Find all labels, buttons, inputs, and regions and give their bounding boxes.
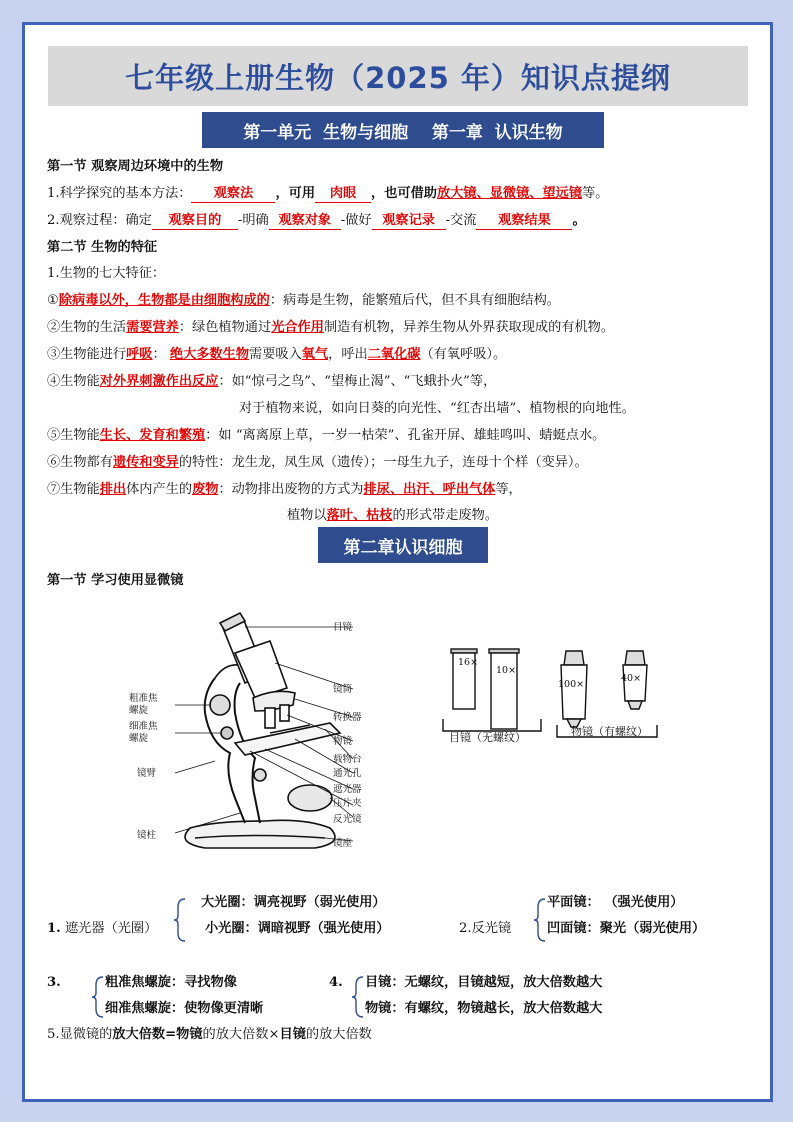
text: ，呼出 bbox=[328, 347, 368, 362]
red-highlight: 放大镜、显微镜、望远镜 bbox=[436, 186, 583, 201]
q4-eyepiece: 目镜：无螺纹，目镜越短，放大倍数越大 bbox=[365, 975, 603, 990]
section3-heading: 第一节 学习使用显微镜 bbox=[47, 573, 184, 588]
q4-objective: 物镜：有螺纹，物镜越长，放大倍数越大 bbox=[365, 1001, 603, 1016]
text: 放大倍数=物镜 bbox=[112, 1027, 203, 1042]
feature-4-cont: 对于植物来说，如向日葵的向光性、“红杏出墙”、植物根的向地性。 bbox=[239, 401, 635, 416]
red-highlight: 光合作用 bbox=[271, 320, 324, 335]
blank-fill: 观察结果 bbox=[476, 212, 572, 230]
text: 的特性：龙生龙，凤生凤（遗传）；一母生九子，连母十个样（变异）。 bbox=[178, 455, 588, 470]
text: 制造有机物，异养生物从外界获取现成的有机物。 bbox=[323, 320, 615, 335]
red-highlight: 废物 bbox=[192, 482, 219, 497]
label-diaphragm: 遮光器 bbox=[333, 784, 362, 795]
q1-big-aperture: 大光圈：调亮视野（弱光使用） bbox=[201, 895, 386, 910]
red-highlight: 生长、发育和繁殖 bbox=[99, 428, 206, 443]
text: 体内产生的 bbox=[126, 482, 193, 497]
blank-fill: 观察目的 bbox=[152, 212, 238, 230]
text: 等， bbox=[495, 482, 522, 497]
eyepiece-10x: 10× bbox=[496, 665, 517, 676]
text: ④生物能 bbox=[47, 374, 100, 389]
q2-flat-mirror: 平面镜： （强光使用） bbox=[547, 895, 684, 910]
blank-fill: 观察记录 bbox=[372, 212, 446, 230]
feature-7 bbox=[47, 480, 522, 500]
q3-number: 3. bbox=[47, 975, 61, 990]
feature-5 bbox=[47, 426, 605, 446]
q3-fine: 细准焦螺旋：使物像更清晰 bbox=[105, 1001, 264, 1016]
blank-fill: 肉眼 bbox=[315, 185, 371, 203]
label-aperture: 通光孔 bbox=[333, 768, 362, 779]
text: 5.显微镜的 bbox=[47, 1027, 113, 1042]
text: ，也可借助 bbox=[371, 186, 437, 201]
red-highlight: 落叶、枯枝 bbox=[326, 508, 393, 523]
text: ：动物排出废物的方式为 bbox=[218, 482, 364, 497]
red-highlight: 对外界刺激作出反应 bbox=[99, 374, 219, 389]
feature-6 bbox=[47, 453, 588, 473]
q3-coarse: 粗准焦螺旋：寻找物像 bbox=[105, 975, 237, 990]
text: 目镜 bbox=[279, 1027, 306, 1042]
text: 的形式带走废物。 bbox=[392, 508, 498, 523]
feature-1 bbox=[47, 291, 560, 311]
red-highlight: 需要营养 bbox=[126, 320, 179, 335]
text: -交流 bbox=[445, 213, 477, 228]
eyepieces-caption: 目镜（无螺纹） bbox=[449, 731, 526, 744]
objective-40x: 40× bbox=[621, 673, 642, 684]
text: ： bbox=[152, 347, 170, 362]
feature-2 bbox=[47, 318, 614, 338]
red-highlight: 遗传和变异 bbox=[112, 455, 179, 470]
q5-row bbox=[47, 1025, 372, 1045]
text: 2.观察过程：确定 bbox=[47, 213, 152, 228]
text: ：如“惊弓之鸟”、“望梅止渴”、“飞蛾扑火”等， bbox=[218, 374, 497, 389]
s1-line1 bbox=[47, 184, 608, 204]
label-objective: 物镜 bbox=[333, 736, 353, 747]
text: 遮光器（光圈） bbox=[64, 921, 158, 936]
text: 植物以 bbox=[287, 508, 327, 523]
brace-icon bbox=[173, 897, 187, 943]
label-stage: 载物台 bbox=[333, 754, 362, 765]
text: 1.科学探究的基本方法： bbox=[47, 186, 192, 201]
red-highlight: 二氧化碳 bbox=[367, 347, 421, 362]
q4-number: 4. bbox=[329, 975, 343, 990]
label-coarse-knob: 粗准焦 螺旋 bbox=[129, 693, 158, 716]
text: 1. bbox=[47, 921, 61, 936]
red-highlight: 氧气 bbox=[301, 347, 329, 362]
text: ③生物能进行 bbox=[47, 347, 127, 362]
label-arm: 镜臂 bbox=[137, 768, 157, 779]
blank-fill: 观察法 bbox=[191, 185, 275, 203]
text: 等。 bbox=[582, 186, 609, 201]
feature-4 bbox=[47, 372, 496, 392]
text: ：如 “离离原上草，一岁一枯荣”、孔雀开屏、雄蛙鸣叫、蜻蜓点水。 bbox=[205, 428, 606, 443]
red-highlight: 除病毒以外，生物都是由细胞构成的 bbox=[58, 293, 270, 308]
text: -做好 bbox=[340, 213, 372, 228]
label-base: 镜座 bbox=[333, 838, 353, 849]
red-highlight: 排尿、出汗、呼出气体 bbox=[363, 482, 496, 497]
text: ⑤生物能 bbox=[47, 428, 100, 443]
text: ⑥生物都有 bbox=[47, 455, 113, 470]
text: 的放大倍数× bbox=[202, 1027, 280, 1042]
label-mirror: 反光镜 bbox=[333, 814, 362, 825]
chapter-banner: 第二章认识细胞 bbox=[318, 527, 488, 563]
label-fine-knob: 细准焦 螺旋 bbox=[129, 721, 158, 744]
q2-row bbox=[459, 919, 511, 939]
section1-heading: 第一节 观察周边环境中的生物 bbox=[47, 159, 224, 174]
page bbox=[22, 22, 773, 1102]
blank-fill: 观察对象 bbox=[269, 212, 341, 230]
objectives-caption: 物镜（有螺纹） bbox=[571, 725, 648, 738]
text: ⑦生物能 bbox=[47, 482, 100, 497]
text: -明确 bbox=[237, 213, 269, 228]
unit-banner: 第一单元 生物与细胞 第一章 认识生物 bbox=[202, 112, 604, 148]
text: ：绿色植物通过 bbox=[178, 320, 272, 335]
red-highlight: 绝大多数生物 bbox=[169, 347, 250, 362]
brace-icon bbox=[533, 897, 547, 943]
label-eyepiece: 目镜 bbox=[333, 622, 353, 633]
text: ，可用 bbox=[275, 186, 316, 201]
title-bar bbox=[48, 46, 748, 106]
s2-intro: 1.生物的七大特征： bbox=[47, 266, 166, 281]
red-highlight: 排出 bbox=[99, 482, 127, 497]
text: ：病毒是生物，能繁殖后代，但不具有细胞结构。 bbox=[269, 293, 560, 308]
label-clip: 压片夹 bbox=[333, 798, 362, 809]
section2-heading: 第二节 生物的特征 bbox=[47, 240, 158, 255]
text: ②生物的生活 bbox=[47, 320, 127, 335]
label-tube: 镜筒 bbox=[333, 684, 353, 695]
text: 的放大倍数 bbox=[305, 1027, 372, 1042]
page-title: 七年级上册生物（2025 年）知识点提纲 bbox=[125, 60, 671, 95]
text: 反光镜 bbox=[471, 921, 512, 936]
text: （有氧呼吸）。 bbox=[420, 347, 507, 362]
label-nosepiece: 转换器 bbox=[333, 712, 362, 723]
s1-line2 bbox=[47, 211, 586, 231]
text: ① bbox=[47, 293, 59, 308]
brace-icon bbox=[351, 975, 365, 1019]
label-pillar: 镜柱 bbox=[137, 830, 157, 841]
feature-7-cont bbox=[287, 506, 498, 526]
text: 需要吸入 bbox=[249, 347, 302, 362]
text: 2. bbox=[459, 921, 472, 936]
feature-3 bbox=[47, 345, 506, 365]
q2-concave-mirror: 凹面镜：聚光（弱光使用） bbox=[547, 921, 706, 936]
text: 。 bbox=[572, 213, 586, 228]
q1-small-aperture: 小光圈：调暗视野（强光使用） bbox=[205, 921, 390, 936]
eyepiece-16x: 16× bbox=[458, 657, 479, 668]
brace-icon bbox=[91, 975, 105, 1019]
red-highlight: 呼吸 bbox=[126, 347, 153, 362]
objective-100x: 100× bbox=[558, 679, 585, 690]
q1-row bbox=[47, 919, 157, 939]
